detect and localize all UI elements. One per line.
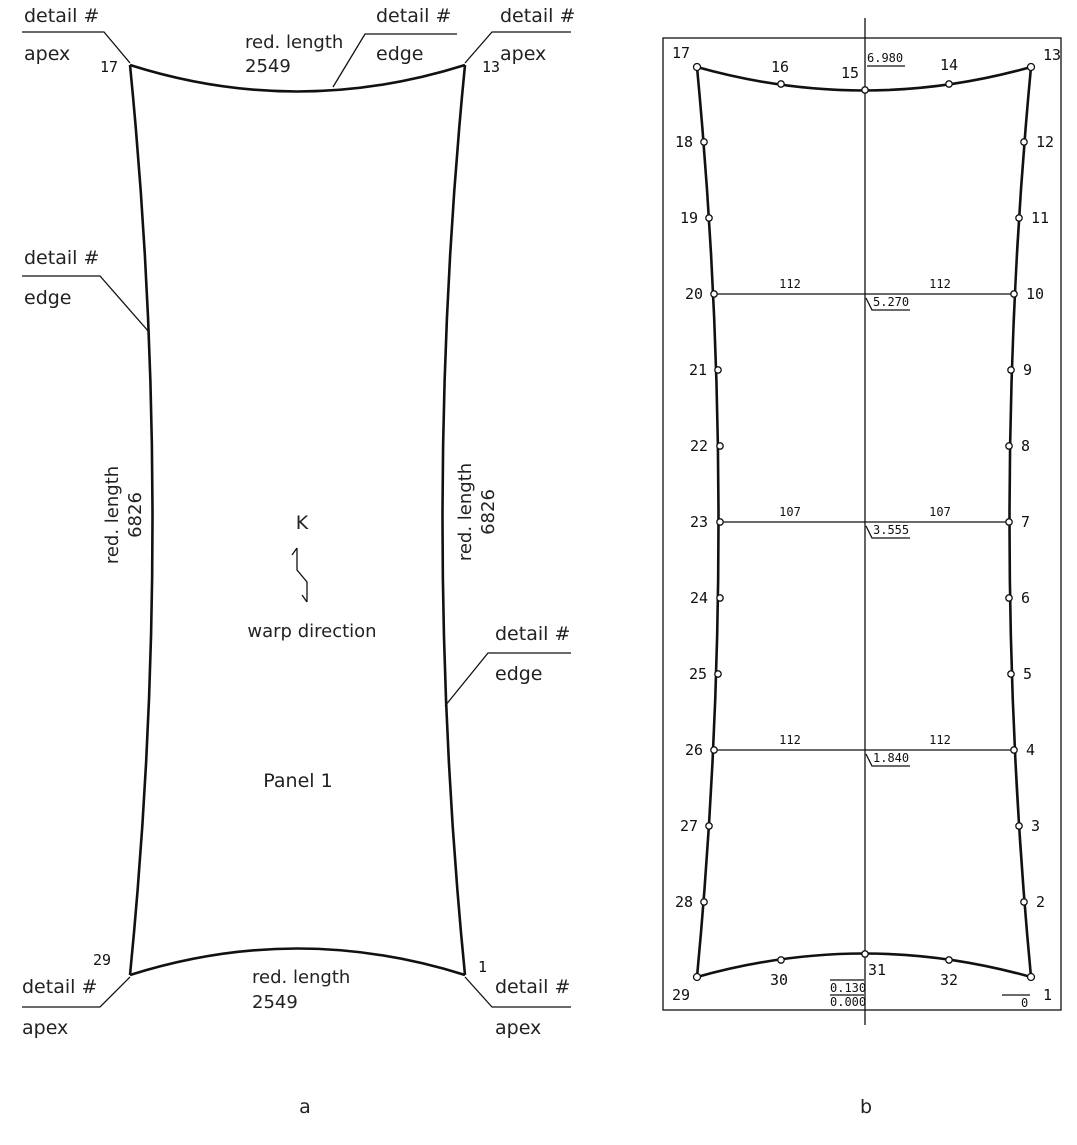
outline-point-7: [1006, 519, 1012, 525]
height-26-4: 1.840: [873, 751, 910, 765]
callout-label: detail #: [495, 623, 571, 645]
top-edge-length-value: 2549: [245, 56, 291, 77]
outline-point-18: [701, 139, 707, 145]
outline-point-21: [715, 367, 721, 373]
bottom-edge-length-value: 2549: [252, 992, 298, 1013]
width-23-left: 107: [779, 505, 801, 519]
left-edge-length-label: red. length: [102, 465, 123, 565]
outline-point-16: [778, 81, 784, 87]
point-label-29: 29: [672, 986, 691, 1004]
outline-point-20: [711, 291, 717, 297]
corner-number-29: 29: [93, 951, 112, 969]
outline-point-17: [694, 64, 701, 71]
callout-label: detail #: [22, 976, 98, 998]
outline-point-12: [1021, 139, 1027, 145]
origin-mark: 0: [1021, 996, 1029, 1010]
outline-point-29: [694, 974, 701, 981]
point-label-10: 10: [1026, 285, 1045, 303]
panel-name: Panel 1: [263, 770, 333, 792]
point-label-22: 22: [690, 437, 709, 455]
outline-point-24: [717, 595, 723, 601]
panel-a-top-edge: [130, 65, 465, 92]
width-7-right: 107: [929, 505, 951, 519]
warp-arrow-icon: [292, 548, 307, 602]
callout-label: detail #: [24, 5, 100, 27]
point-label-23: 23: [690, 513, 709, 531]
left-point-numbers: [672, 44, 708, 1004]
outline-point-15: [862, 87, 868, 93]
callout-sublabel: edge: [495, 663, 543, 685]
point-label-12: 12: [1036, 133, 1055, 151]
callout-top-right-apex: [465, 5, 575, 76]
panel-a-caption: a: [299, 1096, 311, 1118]
outline-point-8: [1006, 443, 1012, 449]
outline-point-31: [862, 951, 868, 957]
outline-point-23: [717, 519, 723, 525]
point-label-32: 32: [940, 971, 959, 989]
point-label-18: 18: [675, 133, 694, 151]
left-edge-length: [102, 466, 146, 564]
outline-point-19: [706, 215, 712, 221]
panel-a: [22, 5, 575, 1118]
callout-sublabel: edge: [376, 43, 424, 65]
width-10-right: 112: [929, 277, 951, 291]
outline-point-10: [1011, 291, 1017, 297]
point-label-28: 28: [675, 893, 694, 911]
warp-direction-indicator: [247, 512, 376, 642]
callout-label: detail #: [24, 247, 100, 269]
outline-point-3: [1016, 823, 1022, 829]
callout-sublabel: apex: [500, 43, 547, 65]
bottom-height-upper: 0.130: [830, 981, 867, 995]
point-label-1: 1: [1043, 986, 1053, 1004]
point-label-30: 30: [770, 971, 789, 989]
callout-sublabel: apex: [495, 1017, 542, 1039]
corner-number-13: 13: [482, 58, 501, 76]
point-label-8: 8: [1021, 437, 1031, 455]
point-label-27: 27: [680, 817, 699, 835]
outline-point-25: [715, 671, 721, 677]
outline-point-22: [717, 443, 723, 449]
callout-sublabel: apex: [24, 43, 71, 65]
callout-right-edge: [445, 623, 571, 706]
outline-point-26: [711, 747, 717, 753]
outline-point-1: [1028, 974, 1035, 981]
point-label-2: 2: [1036, 893, 1046, 911]
outline-point-28: [701, 899, 707, 905]
point-label-20: 20: [685, 285, 704, 303]
outline-point-9: [1008, 367, 1014, 373]
width-20-left: 112: [779, 277, 801, 291]
callout-left-edge: [22, 247, 149, 332]
height-23-7: 3.555: [873, 523, 910, 537]
point-label-11: 11: [1031, 209, 1050, 227]
point-label-16: 16: [771, 58, 790, 76]
panel-b-caption: b: [859, 1096, 873, 1118]
point-label-21: 21: [689, 361, 708, 379]
width-4-right: 112: [929, 733, 951, 747]
outline-point-2: [1021, 899, 1027, 905]
point-label-25: 25: [689, 665, 708, 683]
callout-top-edge: [333, 5, 457, 87]
right-point-numbers: [1021, 46, 1061, 1004]
point-label-13: 13: [1043, 46, 1062, 64]
panel-b: [663, 18, 1061, 1118]
outline-point-27: [706, 823, 712, 829]
point-label-5: 5: [1023, 665, 1033, 683]
callout-sublabel: edge: [24, 287, 72, 309]
bottom-edge-length-label: red. length: [252, 967, 351, 988]
outline-point-13: [1028, 64, 1035, 71]
left-edge-length-value: 6826: [125, 492, 146, 538]
outline-point-5: [1008, 671, 1014, 677]
warp-symbol: K: [295, 512, 309, 534]
bottom-height-lower: 0.000: [830, 995, 867, 1009]
point-label-4: 4: [1026, 741, 1036, 759]
top-edge-length-label: red. length: [245, 32, 344, 53]
point-label-31: 31: [868, 961, 887, 979]
point-label-14: 14: [940, 56, 959, 74]
right-edge-length-value: 6826: [478, 489, 499, 535]
outline-point-32: [946, 957, 952, 963]
corner-number-17: 17: [100, 58, 119, 76]
outline-point-14: [946, 81, 952, 87]
point-label-17: 17: [672, 44, 691, 62]
outline-point-30: [778, 957, 784, 963]
callout-label: detail #: [376, 5, 452, 27]
point-label-7: 7: [1021, 513, 1031, 531]
height-20-10: 5.270: [873, 295, 910, 309]
point-label-6: 6: [1021, 589, 1031, 607]
callout-label: detail #: [495, 976, 571, 998]
callout-bottom-left-apex: [22, 951, 130, 1039]
point-label-24: 24: [690, 589, 709, 607]
outline-point-4: [1011, 747, 1017, 753]
corner-number-1: 1: [478, 958, 488, 976]
callout-label: detail #: [500, 5, 576, 27]
point-label-9: 9: [1023, 361, 1033, 379]
top-height-value: 6.980: [867, 51, 904, 65]
outline-point-11: [1016, 215, 1022, 221]
width-26-left: 112: [779, 733, 801, 747]
outline-point-6: [1006, 595, 1012, 601]
point-label-15: 15: [841, 64, 860, 82]
callout-sublabel: apex: [22, 1017, 69, 1039]
point-label-3: 3: [1031, 817, 1041, 835]
callout-top-left-apex: [22, 5, 130, 76]
right-edge-length-label: red. length: [455, 462, 476, 562]
warp-direction-label: warp direction: [247, 621, 377, 642]
point-label-26: 26: [685, 741, 704, 759]
callout-bottom-right-apex: [465, 958, 571, 1039]
right-edge-length: [455, 463, 499, 561]
point-label-19: 19: [680, 209, 699, 227]
